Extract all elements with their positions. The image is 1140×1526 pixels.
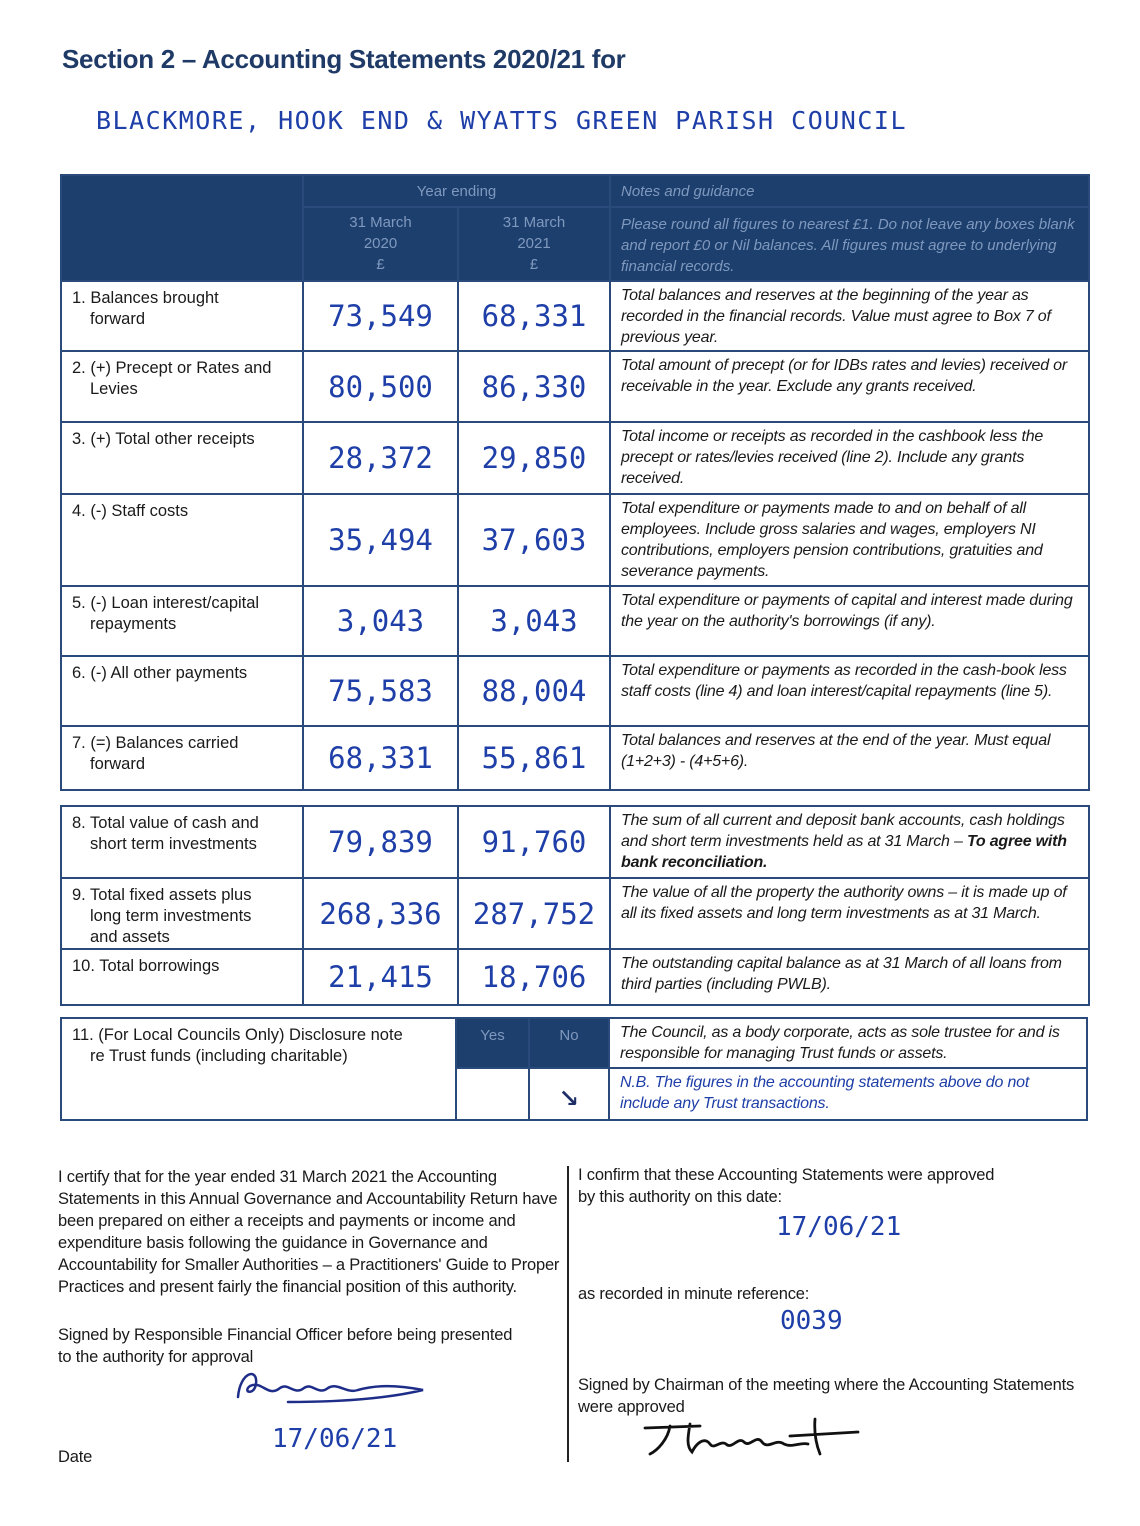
col-2021-header [458,207,610,281]
value-2020: 79,839 [303,806,458,878]
statements-table [60,174,1090,791]
row-label: 2. (+) Precept or Rates and Levies [61,351,303,422]
no-header: No [529,1018,609,1068]
col-2021-year: 2021 [517,235,551,252]
value-2020: 73,549 [303,281,458,351]
trust-label: 11. (For Local Councils Only) Disclosure note re Trust funds (including charitable) [61,1018,456,1120]
rfo-signature [228,1362,428,1412]
table-row [61,281,1089,351]
row-note: Total expenditure or payments of capital and interest made during the year on the authority's borrowings (if any). [610,586,1089,656]
table-row [61,878,1089,949]
col-2021-month: 31 March [502,214,566,231]
trust-nb-note: N.B. The figures in the accounting statements above do not include any Trust transactions. [609,1068,1087,1120]
value-2021: 18,706 [458,949,610,1005]
chairman-signed-by: Signed by Chairman of the meeting where the Accounting Statements were approved [578,1376,1075,1416]
yes-header: Yes [456,1018,529,1068]
value-2020: 80,500 [303,351,458,422]
row-note: Total expenditure or payments made to and on behalf of all employees. Include gross salaries and wages, employers NI contributions, employers pension contributions, gratuities and severance payments. [610,494,1089,586]
row-note: Total expenditure or payments as recorded in the cash-book less staff costs (line 4) and loan interest/capital repayments (line 5). [610,656,1089,726]
row-label: 4. (-) Staff costs [61,494,303,586]
table-row [61,656,1089,726]
row-note: Total income or receipts as recorded in the cashbook less the precept or rates/levies received (line 2). Include any grants received. [610,422,1089,494]
date-label: Date [58,1448,93,1466]
table-row [61,586,1089,656]
value-2021: 29,850 [458,422,610,494]
value-2021: 3,043 [458,586,610,656]
row-label: 10. Total borrowings [61,949,303,1005]
value-2021: 55,861 [458,726,610,790]
table-row [61,494,1089,586]
value-2021: 88,004 [458,656,610,726]
row-label: 9. Total fixed assets plus long term investments and assets [61,878,303,949]
rfo-signed-by: Signed by Responsible Financial Officer before being presented to the authority for approval [58,1326,513,1366]
council-name: BLACKMORE, HOOK END & WYATTS GREEN PARISH COUNCIL [96,106,908,135]
col-2020-header [303,207,458,281]
approval-date: 17/06/21 [776,1212,902,1242]
value-2021: 287,752 [458,878,610,949]
table-row [61,726,1089,790]
value-2020: 68,331 [303,726,458,790]
value-2021: 86,330 [458,351,610,422]
year-ending-header: Year ending [303,175,610,207]
page-title: Section 2 – Accounting Statements 2020/21 for [62,44,626,74]
minute-reference: 0039 [780,1306,843,1336]
table-row [61,949,1089,1005]
table-row [61,351,1089,422]
column-divider [567,1166,569,1462]
row-note: Total amount of precept (or for IDBs rates and levies) received or receivable in the year. Exclude any grants received. [610,351,1089,422]
notes-header: Notes and guidance [610,175,1089,207]
row-label: 8. Total value of cash and short term investments [61,806,303,878]
row-label: 1. Balances brought forward [61,281,303,351]
assets-table [60,805,1090,1006]
minute-reference-label: as recorded in minute reference: [578,1285,810,1303]
approval-confirmation: I confirm that these Accounting Statements were approved by this authority on this date: [578,1166,995,1206]
row-note: The outstanding capital balance as at 31 March of all loans from third parties (including PWLB). [610,949,1089,1005]
yes-checkbox [456,1068,529,1120]
value-2020: 21,415 [303,949,458,1005]
rfo-date: 17/06/21 [272,1424,398,1454]
row-label: 3. (+) Total other receipts [61,422,303,494]
row-label: 7. (=) Balances carried forward [61,726,303,790]
table-row [61,422,1089,494]
value-2021: 68,331 [458,281,610,351]
value-2020: 268,336 [303,878,458,949]
row-note: Total balances and reserves at the beginning of the year as recorded in the financial records. Value must agree to Box 7 of previous year. [610,281,1089,351]
value-2020: 35,494 [303,494,458,586]
row-note: Total balances and reserves at the end of the year. Must equal (1+2+3) - (4+5+6). [610,726,1089,790]
row-label: 6. (-) All other payments [61,656,303,726]
no-tick-mark: ↘ [529,1068,609,1120]
col-2020-year: 2020 [363,235,398,252]
value-2021: 91,760 [458,806,610,878]
notes-guidance: Please round all figures to nearest £1. Do not leave any boxes blank and report £0 or Nil balances. All figures must agree to underlying financial records. [610,207,1089,281]
value-2020: 75,583 [303,656,458,726]
rfo-certification: I certify that for the year ended 31 March 2021 the Accounting Statements in this Annual Governance and Accountability Return have been prepared on either a receipts and payments or income and expenditure basis following the guidance in Governance and Accountability for Smaller Authorities – a Practitioners' Guide to Proper Practices and present fairly the financial position of this authority. [58,1168,560,1296]
row-note: The value of all the property the authority owns – it is made up of all its fixed assets and long term investments as at 31 March. [610,878,1089,949]
col-2020-month: 31 March [349,214,412,231]
value-2020: 28,372 [303,422,458,494]
chairman-signature [640,1414,870,1464]
currency-2021: £ [529,256,539,273]
trust-note: The Council, as a body corporate, acts as sole trustee for and is responsible for managing Trust funds or assets. [609,1018,1087,1068]
row-note: The sum of all current and deposit bank accounts, cash holdings and short term investments held as at 31 March – To agree with bank reconciliation. [610,806,1089,878]
header-blank [61,175,303,281]
currency-2020: £ [376,256,385,273]
table-row [61,806,1089,878]
value-2021: 37,603 [458,494,610,586]
row-label: 5. (-) Loan interest/capital repayments [61,586,303,656]
value-2020: 3,043 [303,586,458,656]
trust-table [60,1017,1088,1121]
